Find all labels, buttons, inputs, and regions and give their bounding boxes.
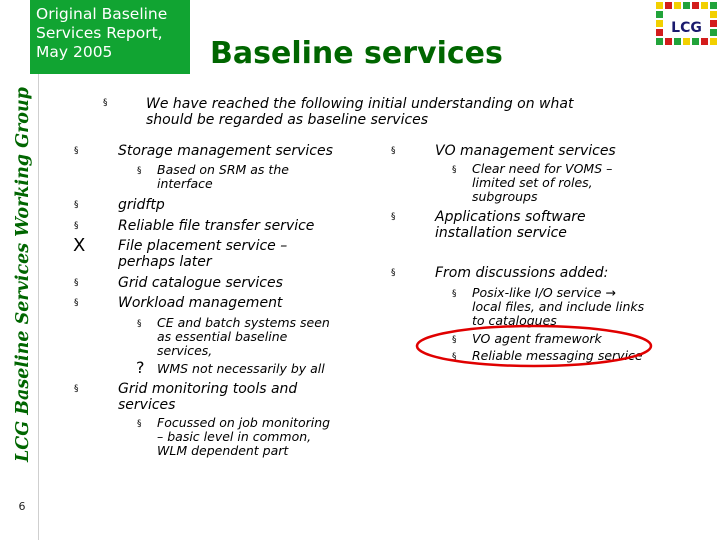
reliable-file-transfer-item: Reliable file transfer service bbox=[118, 218, 315, 234]
report-box-text bbox=[36, 5, 167, 62]
bullet-marker: § bbox=[391, 268, 396, 278]
cross-marker: X bbox=[73, 235, 86, 256]
vo-management-item: VO management services bbox=[435, 143, 616, 159]
ce-batch-line: services, bbox=[157, 343, 213, 358]
report-box-line: May 2005 bbox=[36, 43, 113, 61]
discussions-item: From discussions added: bbox=[435, 265, 609, 281]
file-placement-line: File placement service – bbox=[118, 238, 288, 254]
posix-io-line: local files, and include links bbox=[472, 299, 645, 314]
intro-line: should be regarded as baseline services bbox=[146, 112, 429, 128]
bullet-marker: § bbox=[74, 384, 79, 394]
bullet-marker: § bbox=[452, 335, 457, 345]
job-monitoring-line: – basic level in common, bbox=[157, 429, 312, 444]
posix-io-line: to catalogues bbox=[472, 313, 557, 328]
bullet-marker: § bbox=[137, 166, 142, 176]
bullet-marker: § bbox=[452, 352, 457, 362]
storage-management-item: Storage management services bbox=[118, 143, 333, 159]
bullet-marker: § bbox=[74, 146, 79, 156]
voms-line: Clear need for VOMS – bbox=[472, 161, 613, 176]
posix-io-line: Posix-like I/O service → bbox=[472, 285, 616, 300]
report-box-line: Original Baseline bbox=[36, 5, 168, 23]
bullet-marker: § bbox=[391, 146, 396, 156]
wms-item: WMS not necessarily by all bbox=[157, 361, 325, 376]
logo-text: LCG bbox=[671, 20, 702, 36]
srm-line: interface bbox=[157, 176, 213, 191]
grid-monitoring-line: services bbox=[118, 397, 176, 413]
highlight-ellipse bbox=[414, 323, 654, 369]
vo-agent-framework-item: VO agent framework bbox=[472, 331, 602, 346]
grid-monitoring-line: Grid monitoring tools and bbox=[118, 381, 298, 397]
ce-batch-line: as essential baseline bbox=[157, 329, 288, 344]
bullet-marker: § bbox=[452, 165, 457, 175]
file-placement-line: perhaps later bbox=[118, 254, 212, 270]
bullet-marker: § bbox=[74, 298, 79, 308]
report-box-line: Services Report, bbox=[36, 24, 163, 42]
page-number: 6 bbox=[18, 500, 26, 513]
srm-line: Based on SRM as the bbox=[157, 162, 289, 177]
lcg-logo bbox=[653, 0, 720, 48]
bullet-marker: § bbox=[74, 278, 79, 288]
question-marker: ? bbox=[136, 358, 145, 377]
bullet-marker: § bbox=[137, 319, 142, 329]
bullet-marker: § bbox=[137, 419, 142, 429]
vertical-title: LCG Baseline Services Working Group bbox=[13, 87, 33, 462]
bullet-marker: § bbox=[103, 98, 108, 108]
applications-software-line: Applications software bbox=[435, 209, 586, 225]
job-monitoring-line: WLM dependent part bbox=[157, 443, 289, 458]
sidebar-divider bbox=[38, 0, 39, 540]
voms-line: limited set of roles, bbox=[472, 175, 593, 190]
grid-catalogue-item: Grid catalogue services bbox=[118, 275, 283, 291]
intro-line: We have reached the following initial understanding on what bbox=[146, 96, 574, 112]
voms-line: subgroups bbox=[472, 189, 538, 204]
job-monitoring-line: Focussed on job monitoring bbox=[157, 415, 331, 430]
report-box bbox=[30, 0, 190, 74]
reliable-messaging-item: Reliable messaging service bbox=[472, 348, 643, 363]
slide-title: Baseline services bbox=[210, 36, 503, 71]
bullet-marker: § bbox=[74, 200, 79, 210]
bullet-marker: § bbox=[452, 289, 457, 299]
bullet-marker: § bbox=[74, 221, 79, 231]
workload-management-item: Workload management bbox=[118, 295, 283, 311]
bullet-marker: § bbox=[391, 212, 396, 222]
ce-batch-line: CE and batch systems seen bbox=[157, 315, 330, 330]
gridftp-item: gridftp bbox=[118, 197, 165, 213]
applications-software-line: installation service bbox=[435, 225, 567, 241]
